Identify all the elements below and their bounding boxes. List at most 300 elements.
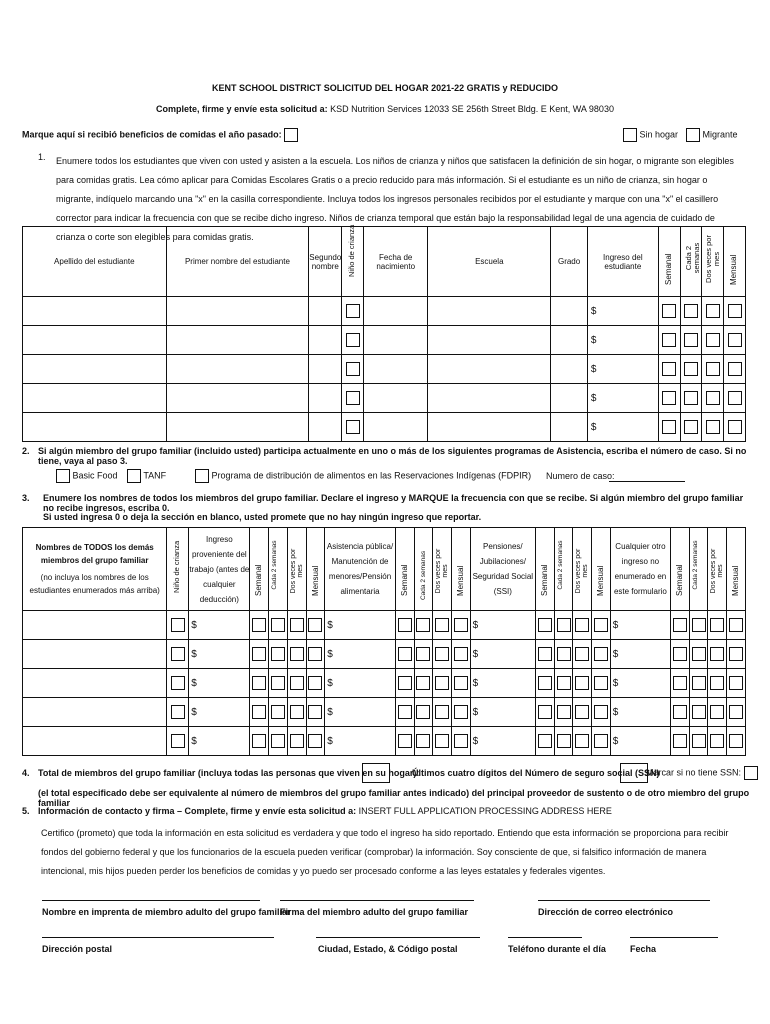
- dollar-sign: $: [327, 619, 333, 631]
- student-apellido-cell[interactable]: [23, 326, 167, 355]
- student-nino-cell: [342, 297, 364, 326]
- student-escuela-cell[interactable]: [428, 355, 551, 384]
- member-name-cell[interactable]: [23, 727, 167, 756]
- student-segundo-cell[interactable]: [309, 326, 342, 355]
- checkbox[interactable]: [271, 734, 285, 748]
- checkbox[interactable]: [728, 362, 742, 376]
- dollar-sign: $: [472, 619, 479, 631]
- freq-trabajo-cada2-cell: [269, 640, 288, 669]
- checkbox[interactable]: [673, 618, 687, 632]
- freq-otro-semanal-cell: [671, 611, 690, 640]
- checkbox[interactable]: [538, 705, 552, 719]
- checkbox[interactable]: [706, 420, 720, 434]
- freq-trabajo-dosveces-cell: [287, 698, 306, 727]
- freq-otro-cada2-cell: [689, 611, 708, 640]
- checkbox[interactable]: [684, 362, 698, 376]
- checkbox[interactable]: [271, 647, 285, 661]
- col3b-semanal: [395, 528, 414, 611]
- checkbox[interactable]: [729, 734, 743, 748]
- checkbox[interactable]: [662, 362, 676, 376]
- student-primer-cell[interactable]: [166, 297, 309, 326]
- freq-otro-mensual-cell: [727, 698, 746, 727]
- email-line[interactable]: [538, 900, 710, 901]
- student-fecha-cell[interactable]: [364, 297, 428, 326]
- income-trabajo-cell[interactable]: [189, 611, 250, 640]
- checkbox[interactable]: [692, 647, 706, 661]
- student-segundo-cell[interactable]: [309, 384, 342, 413]
- checkbox[interactable]: [454, 647, 468, 661]
- col3b-dosveces: [433, 528, 452, 611]
- checkbox[interactable]: [290, 618, 304, 632]
- freq-pensiones-cada2-cell: [554, 669, 573, 698]
- dollar-sign: $: [590, 334, 597, 346]
- freq-otro-cada2-cell: [689, 669, 708, 698]
- freq-pensiones-mensual-cell: [592, 669, 611, 698]
- col3c-semanal-label: Semanal: [540, 564, 550, 596]
- student-nino-cell: [342, 326, 364, 355]
- city-state-zip-label: Ciudad, Estado, & Código postal: [318, 944, 458, 954]
- student-grado-cell[interactable]: [551, 413, 588, 442]
- student-apellido-cell[interactable]: [23, 384, 167, 413]
- student-row: [23, 355, 746, 384]
- freq-otro-dosveces-cell: [708, 727, 727, 756]
- student-fecha-cell[interactable]: [364, 326, 428, 355]
- income-otro-cell[interactable]: [610, 611, 670, 640]
- checkbox[interactable]: [171, 705, 185, 719]
- checkbox[interactable]: [692, 734, 706, 748]
- student-apellido-cell[interactable]: [23, 297, 167, 326]
- city-state-zip-line[interactable]: [316, 937, 480, 938]
- checkbox[interactable]: [171, 647, 185, 661]
- checkbox[interactable]: [538, 618, 552, 632]
- freq-pensiones-mensual-cell: [592, 698, 611, 727]
- checkbox[interactable]: [706, 362, 720, 376]
- col3c-dosveces: [573, 528, 592, 611]
- checkbox[interactable]: [252, 647, 266, 661]
- student-dosveces-cell: [702, 413, 724, 442]
- total-members-label: Total de miembros del grupo familiar (incluya todas las personas que viven en su hogar):: [38, 768, 420, 778]
- checkbox[interactable]: [662, 333, 676, 347]
- income-asistencia-cell[interactable]: [325, 698, 396, 727]
- no-ssn-checkbox[interactable]: [744, 766, 758, 780]
- freq-trabajo-semanal-cell: [250, 640, 269, 669]
- checkbox[interactable]: [252, 734, 266, 748]
- freq-trabajo-semanal-cell: [250, 611, 269, 640]
- case-number-label: Numero de caso:: [546, 471, 615, 481]
- income-otro-cell[interactable]: [610, 698, 670, 727]
- income-asistencia-cell[interactable]: [325, 669, 396, 698]
- student-apellido-cell[interactable]: [23, 355, 167, 384]
- checkbox[interactable]: [684, 420, 698, 434]
- member-name-cell[interactable]: [23, 669, 167, 698]
- print-name-line[interactable]: [42, 900, 260, 901]
- checkbox[interactable]: [557, 734, 571, 748]
- student-escuela-cell[interactable]: [428, 326, 551, 355]
- checkbox[interactable]: [290, 647, 304, 661]
- student-semanal-cell: [658, 413, 680, 442]
- student-fecha-cell[interactable]: [364, 384, 428, 413]
- freq-asistencia-cada2-cell: [414, 640, 433, 669]
- sin-hogar-checkbox[interactable]: [623, 128, 637, 142]
- ssn-label: Últimos cuatro dígitos del Número de seguro social (SSN): [412, 768, 660, 778]
- col-mensual-label: Mensual: [729, 254, 739, 285]
- student-primer-cell[interactable]: [166, 355, 309, 384]
- checkbox[interactable]: [692, 705, 706, 719]
- col-semanal-label: Semanal: [663, 253, 673, 285]
- checkbox[interactable]: [710, 618, 724, 632]
- checkbox[interactable]: [416, 705, 430, 719]
- student-primer-cell[interactable]: [166, 413, 309, 442]
- checkbox[interactable]: [575, 734, 589, 748]
- freq-trabajo-dosveces-cell: [287, 640, 306, 669]
- checkbox[interactable]: [308, 618, 322, 632]
- section5-number: 5.: [22, 806, 30, 816]
- checkbox[interactable]: [538, 647, 552, 661]
- freq-trabajo-mensual-cell: [306, 727, 325, 756]
- checkbox[interactable]: [346, 304, 360, 318]
- checkbox[interactable]: [454, 676, 468, 690]
- dollar-sign: $: [590, 392, 597, 404]
- checkbox[interactable]: [594, 647, 608, 661]
- freq-asistencia-semanal-cell: [395, 669, 414, 698]
- checkbox[interactable]: [308, 705, 322, 719]
- checkbox[interactable]: [346, 333, 360, 347]
- checkbox[interactable]: [171, 734, 185, 748]
- income-otro-cell[interactable]: [610, 669, 670, 698]
- checkbox[interactable]: [684, 333, 698, 347]
- student-ingreso-cell[interactable]: [587, 297, 658, 326]
- checkbox[interactable]: [290, 705, 304, 719]
- basic-food-label: Basic Food: [72, 470, 118, 481]
- student-cada2-cell: [680, 297, 702, 326]
- checkbox[interactable]: [706, 391, 720, 405]
- student-segundo-cell[interactable]: [309, 413, 342, 442]
- checkbox[interactable]: [729, 618, 743, 632]
- col-pensiones: Pensiones/ Jubilaciones/ Seguridad Social (SSI): [470, 528, 535, 611]
- checkbox[interactable]: [575, 647, 589, 661]
- checkbox[interactable]: [729, 647, 743, 661]
- member-nino-cell: [167, 727, 189, 756]
- student-ingreso-cell[interactable]: [587, 326, 658, 355]
- checkbox[interactable]: [435, 647, 449, 661]
- col3b-dosveces-label: Dos veces por mes: [435, 548, 450, 594]
- checkbox[interactable]: [729, 705, 743, 719]
- checkbox[interactable]: [729, 676, 743, 690]
- checkbox[interactable]: [538, 676, 552, 690]
- col-primer-nombre: Primer nombre del estudiante: [166, 227, 309, 297]
- col-nombres: [23, 528, 167, 611]
- student-grado-cell[interactable]: [551, 326, 588, 355]
- benefits-label-text: Marque aquí si recibió beneficios de comidas el año pasado:: [22, 129, 282, 140]
- freq-trabajo-cada2-cell: [269, 698, 288, 727]
- email-label: Dirección de correo electrónico: [538, 907, 674, 917]
- checkbox[interactable]: [594, 705, 608, 719]
- income-trabajo-cell[interactable]: [189, 669, 250, 698]
- dollar-sign: $: [472, 735, 479, 747]
- income-pensiones-cell[interactable]: [470, 698, 535, 727]
- checkbox[interactable]: [346, 420, 360, 434]
- checkbox[interactable]: [673, 647, 687, 661]
- checkbox[interactable]: [435, 705, 449, 719]
- income-pensiones-cell[interactable]: [470, 727, 535, 756]
- checkbox[interactable]: [398, 705, 412, 719]
- checkbox[interactable]: [454, 734, 468, 748]
- checkbox[interactable]: [252, 705, 266, 719]
- checkbox[interactable]: [557, 705, 571, 719]
- migrante-checkbox[interactable]: [686, 128, 700, 142]
- checkbox[interactable]: [346, 391, 360, 405]
- col3c-cada2-label: Cada 2 semanas: [556, 540, 564, 590]
- checkbox[interactable]: [662, 420, 676, 434]
- checkbox[interactable]: [557, 676, 571, 690]
- checkbox[interactable]: [692, 618, 706, 632]
- checkbox[interactable]: [662, 304, 676, 318]
- checkbox[interactable]: [171, 618, 185, 632]
- freq-asistencia-cada2-cell: [414, 698, 433, 727]
- student-ingreso-cell[interactable]: [587, 355, 658, 384]
- checkbox[interactable]: [398, 676, 412, 690]
- checkbox[interactable]: [673, 705, 687, 719]
- checkbox[interactable]: [398, 647, 412, 661]
- checkbox[interactable]: [416, 647, 430, 661]
- student-segundo-cell[interactable]: [309, 355, 342, 384]
- print-name-label: Nombre en imprenta de miembro adulto del grupo familiar: [42, 907, 291, 917]
- income-trabajo-cell[interactable]: [189, 698, 250, 727]
- student-grado-cell[interactable]: [551, 297, 588, 326]
- student-escuela-cell[interactable]: [428, 384, 551, 413]
- col3d-dosveces-label: Dos veces por mes: [710, 548, 725, 594]
- checkbox[interactable]: [557, 647, 571, 661]
- freq-otro-mensual-cell: [727, 727, 746, 756]
- tanf-checkbox[interactable]: [127, 469, 141, 483]
- col3b-mensual: [451, 528, 470, 611]
- checkbox[interactable]: [308, 647, 322, 661]
- dollar-sign: $: [612, 619, 619, 631]
- col-otro-ingreso: Cualquier otro ingreso no enumerado en este formulario: [610, 528, 670, 611]
- case-number-field[interactable]: [609, 481, 685, 482]
- freq-pensiones-dosveces-cell: [573, 640, 592, 669]
- section3-instructions-1: Enumere los nombres de todos los miembros del grupo familiar. Declare el ingreso y MARQUE la frecuencia con que se recibe. Si algún miembro del grupo familiar no recibe ingresos, escriba 0.: [43, 493, 744, 513]
- freq-asistencia-dosveces-cell: [433, 669, 452, 698]
- sin-hogar-option: [623, 128, 678, 142]
- member-name-cell[interactable]: [23, 611, 167, 640]
- student-nino-cell: [342, 413, 364, 442]
- student-fecha-cell[interactable]: [364, 355, 428, 384]
- checkbox[interactable]: [710, 676, 724, 690]
- checkbox[interactable]: [594, 676, 608, 690]
- checkbox[interactable]: [435, 618, 449, 632]
- member-name-cell[interactable]: [23, 640, 167, 669]
- subtitle-label: Complete, firme y envíe esta solicitud a:: [156, 104, 328, 114]
- student-segundo-cell[interactable]: [309, 297, 342, 326]
- section3-instructions-2: Si usted ingresa 0 o deja la sección en blanco, usted promete que no hay ningún ingreso que reportar.: [43, 512, 482, 522]
- student-apellido-cell[interactable]: [23, 413, 167, 442]
- checkbox[interactable]: [416, 618, 430, 632]
- col3a-mensual: [306, 528, 325, 611]
- checkbox[interactable]: [673, 676, 687, 690]
- dollar-sign: $: [612, 677, 619, 689]
- checkbox[interactable]: [454, 618, 468, 632]
- migrante-option: [686, 128, 738, 142]
- col-apellido: Apellido del estudiante: [23, 227, 167, 297]
- col3a-semanal: [250, 528, 269, 611]
- student-semanal-cell: [658, 384, 680, 413]
- student-escuela-cell[interactable]: [428, 413, 551, 442]
- checkbox[interactable]: [252, 676, 266, 690]
- checkbox[interactable]: [575, 618, 589, 632]
- col-nombres-note: (no incluya los nombres de los estudiantes enumerados más arriba): [29, 573, 160, 595]
- checkbox[interactable]: [271, 705, 285, 719]
- checkbox[interactable]: [575, 676, 589, 690]
- student-ingreso-cell[interactable]: [587, 413, 658, 442]
- income-trabajo-cell[interactable]: [189, 640, 250, 669]
- checkbox[interactable]: [710, 705, 724, 719]
- student-grado-cell[interactable]: [551, 384, 588, 413]
- section5-header: [38, 806, 612, 816]
- freq-trabajo-mensual-cell: [306, 669, 325, 698]
- ssn-input[interactable]: [620, 763, 648, 783]
- col3a-mensual-label: Mensual: [310, 565, 320, 596]
- checkbox[interactable]: [435, 676, 449, 690]
- freq-trabajo-semanal-cell: [250, 698, 269, 727]
- student-grado-cell[interactable]: [551, 355, 588, 384]
- col-grado: Grado: [551, 227, 588, 297]
- dollar-sign: $: [327, 648, 333, 660]
- household-row: [23, 669, 746, 698]
- student-cada2-cell: [680, 355, 702, 384]
- freq-trabajo-dosveces-cell: [287, 727, 306, 756]
- checkbox[interactable]: [171, 676, 185, 690]
- income-otro-cell[interactable]: [610, 640, 670, 669]
- checkbox[interactable]: [728, 391, 742, 405]
- checkbox[interactable]: [308, 676, 322, 690]
- checkbox[interactable]: [662, 391, 676, 405]
- checkbox[interactable]: [692, 676, 706, 690]
- migrante-label: Migrante: [702, 129, 738, 140]
- income-asistencia-cell[interactable]: [325, 640, 396, 669]
- student-cada2-cell: [680, 326, 702, 355]
- checkbox[interactable]: [290, 676, 304, 690]
- mailing-address-line[interactable]: [42, 937, 274, 938]
- student-fecha-cell[interactable]: [364, 413, 428, 442]
- checkbox[interactable]: [308, 734, 322, 748]
- income-asistencia-cell[interactable]: [325, 611, 396, 640]
- checkbox[interactable]: [557, 618, 571, 632]
- date-line[interactable]: [630, 937, 718, 938]
- checkbox[interactable]: [594, 734, 608, 748]
- dollar-sign: $: [191, 677, 197, 689]
- student-mensual-cell: [724, 326, 746, 355]
- freq-pensiones-mensual-cell: [592, 727, 611, 756]
- freq-trabajo-mensual-cell: [306, 640, 325, 669]
- col3a-dosveces: [287, 528, 306, 611]
- income-pensiones-cell[interactable]: [470, 669, 535, 698]
- dollar-sign: $: [327, 735, 333, 747]
- checkbox[interactable]: [728, 304, 742, 318]
- checkbox[interactable]: [398, 618, 412, 632]
- benefits-checkbox[interactable]: [284, 128, 298, 142]
- col-dosveces-label: Dos veces por mes: [704, 235, 722, 283]
- checkbox[interactable]: [594, 618, 608, 632]
- checkbox[interactable]: [416, 676, 430, 690]
- checkbox[interactable]: [728, 333, 742, 347]
- phone-line[interactable]: [508, 937, 582, 938]
- total-members-input[interactable]: [362, 763, 390, 783]
- student-semanal-cell: [658, 355, 680, 384]
- checkbox[interactable]: [706, 304, 720, 318]
- checkbox[interactable]: [728, 420, 742, 434]
- income-pensiones-cell[interactable]: [470, 640, 535, 669]
- section2-number: 2.: [22, 446, 30, 456]
- income-trabajo-cell[interactable]: [189, 727, 250, 756]
- freq-pensiones-cada2-cell: [554, 727, 573, 756]
- checkbox[interactable]: [575, 705, 589, 719]
- checkbox[interactable]: [416, 734, 430, 748]
- checkbox[interactable]: [398, 734, 412, 748]
- checkbox[interactable]: [435, 734, 449, 748]
- checkbox[interactable]: [271, 618, 285, 632]
- student-escuela-cell[interactable]: [428, 297, 551, 326]
- checkbox[interactable]: [684, 391, 698, 405]
- form-subtitle: [0, 104, 770, 114]
- subtitle-address: KSD Nutrition Services 12033 SE 256th Street Bldg. E Kent, WA 98030: [330, 104, 614, 114]
- checkbox[interactable]: [706, 333, 720, 347]
- freq-pensiones-semanal-cell: [536, 669, 555, 698]
- checkbox[interactable]: [710, 734, 724, 748]
- student-semanal-cell: [658, 326, 680, 355]
- member-nino-cell: [167, 640, 189, 669]
- checkbox[interactable]: [252, 618, 266, 632]
- student-primer-cell[interactable]: [166, 326, 309, 355]
- dollar-sign: $: [191, 619, 197, 631]
- checkbox[interactable]: [538, 734, 552, 748]
- col3c-mensual-label: Mensual: [596, 565, 606, 596]
- col3c-semanal: [536, 528, 555, 611]
- student-mensual-cell: [724, 297, 746, 326]
- dollar-sign: $: [612, 648, 619, 660]
- household-table: [22, 527, 746, 756]
- dollar-sign: $: [191, 648, 197, 660]
- student-row: [23, 326, 746, 355]
- sin-hogar-label: Sin hogar: [639, 129, 679, 140]
- checkbox[interactable]: [684, 304, 698, 318]
- signature-line[interactable]: [280, 900, 474, 901]
- checkbox[interactable]: [673, 734, 687, 748]
- basic-food-checkbox[interactable]: [56, 469, 70, 483]
- freq-trabajo-dosveces-cell: [287, 669, 306, 698]
- checkbox[interactable]: [454, 705, 468, 719]
- col3-nino-label: Niño de crianza: [172, 540, 182, 593]
- fdpir-checkbox[interactable]: [195, 469, 209, 483]
- freq-trabajo-semanal-cell: [250, 727, 269, 756]
- col-asistencia: Asistencia pública/ Manutención de menores/Pensión alimentaria: [325, 528, 396, 611]
- income-asistencia-cell[interactable]: [325, 727, 396, 756]
- freq-otro-semanal-cell: [671, 698, 690, 727]
- checkbox[interactable]: [271, 676, 285, 690]
- student-ingreso-cell[interactable]: [587, 384, 658, 413]
- freq-otro-dosveces-cell: [708, 669, 727, 698]
- income-pensiones-cell[interactable]: [470, 611, 535, 640]
- checkbox[interactable]: [290, 734, 304, 748]
- income-otro-cell[interactable]: [610, 727, 670, 756]
- signature-label: Firma del miembro adulto del grupo familiar: [280, 907, 469, 917]
- col3b-mensual-label: Mensual: [455, 565, 465, 596]
- student-nino-cell: [342, 384, 364, 413]
- checkbox[interactable]: [346, 362, 360, 376]
- checkbox[interactable]: [710, 647, 724, 661]
- student-primer-cell[interactable]: [166, 384, 309, 413]
- member-name-cell[interactable]: [23, 698, 167, 727]
